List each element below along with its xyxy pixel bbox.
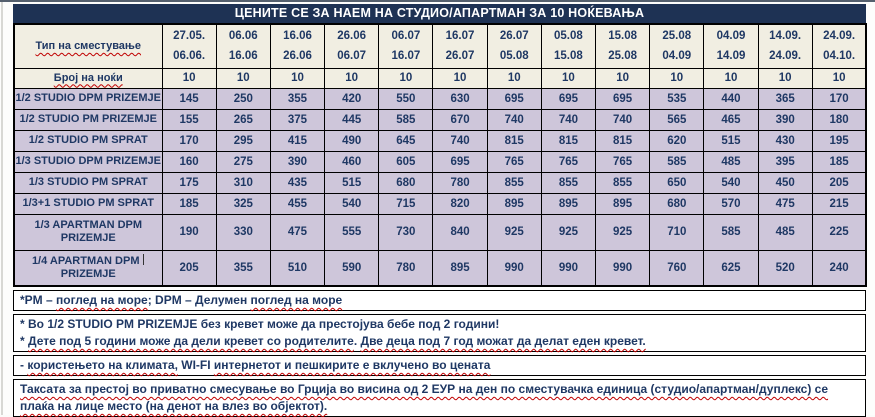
price-cell: 395 (758, 151, 812, 172)
price-cell: 925 (541, 214, 595, 250)
price-cell: 485 (704, 151, 758, 172)
note-text: * (20, 334, 29, 348)
row-label: 1/2 STUDIO PM SPRAT (14, 130, 162, 151)
period-from: 06.07 (391, 30, 421, 43)
row-label: 1/3 APARTMAN DPM PRIZEMJE (14, 214, 162, 250)
period-column-header (379, 24, 433, 68)
price-cell: 215 (812, 193, 866, 214)
note-text: интернетот и пешкирите е вклучено во цената (213, 358, 491, 372)
price-cell: 475 (270, 214, 324, 250)
price-cell: 990 (487, 250, 541, 286)
price-cell: 740 (596, 109, 650, 130)
price-cell: 190 (162, 214, 216, 250)
row-label: 1/2 STUDIO DPM PRIZEMJE (14, 88, 162, 109)
price-cell: 275 (216, 151, 270, 172)
price-cell: 695 (433, 151, 487, 172)
price-cell: 670 (433, 109, 487, 130)
table-row (14, 109, 866, 130)
table-row (14, 88, 866, 109)
price-cell: 695 (541, 88, 595, 109)
price-cell: 195 (812, 130, 866, 151)
price-cell: 565 (650, 109, 704, 130)
price-cell: 185 (162, 193, 216, 214)
row-label: 1/3+1 STUDIO PM SPRAT (14, 193, 162, 214)
period-column-header (812, 24, 866, 68)
price-cell: 450 (758, 172, 812, 193)
period-from: 27.05. (173, 30, 206, 43)
price-cell: 815 (596, 130, 650, 151)
price-cell: 295 (216, 130, 270, 151)
price-cell: 330 (216, 214, 270, 250)
note-text: Дете под 5 години може да дели кревет со родителите (28, 334, 354, 348)
nights-cell: 10 (270, 68, 324, 88)
row-label[interactable]: 1/4 APARTMAN DPM PRIZEMJE (14, 250, 162, 286)
price-cell: 420 (325, 88, 379, 109)
period-to: 16.06 (228, 50, 258, 63)
period-to: 16.07 (391, 50, 421, 63)
price-cell: 765 (541, 151, 595, 172)
period-column-header (704, 24, 758, 68)
price-cell: 925 (487, 214, 541, 250)
table-title (13, 4, 866, 23)
row-label: 1/3 STUDIO DPM PRIZEMJE (14, 151, 162, 172)
price-cell: 455 (270, 193, 324, 214)
price-cell: 390 (270, 151, 324, 172)
price-cell: 155 (162, 109, 216, 130)
price-cell: 710 (650, 214, 704, 250)
price-cell: 730 (379, 214, 433, 250)
price-cell: 585 (650, 151, 704, 172)
period-from: 26.06 (337, 30, 367, 43)
price-cell: 355 (216, 250, 270, 286)
price-cell: 990 (541, 250, 595, 286)
type-of-accommodation-header (14, 24, 162, 68)
note-text: * Во 1/2 STUDIO PM PRIZEMJE без кревет може да престојува бебе под 2 години! (20, 317, 500, 331)
price-cell: 515 (704, 130, 758, 151)
price-cell: 780 (433, 172, 487, 193)
price-cell: 540 (325, 193, 379, 214)
price-cell: 815 (541, 130, 595, 151)
price-cell: 895 (487, 193, 541, 214)
price-cell: 325 (216, 193, 270, 214)
price-cell: 170 (162, 130, 216, 151)
price-cell: 590 (325, 250, 379, 286)
price-cell: 225 (812, 214, 866, 250)
price-cell: 265 (216, 109, 270, 130)
nights-label: Број на ноќи (53, 71, 123, 84)
nights-row (14, 68, 866, 88)
note-line (20, 316, 859, 333)
table-row (14, 193, 866, 214)
price-cell: 990 (596, 250, 650, 286)
note-text: . (353, 334, 361, 348)
price-cell: 180 (812, 109, 866, 130)
price-cell: 695 (487, 88, 541, 109)
note-text: - (20, 358, 28, 372)
price-cell: 740 (487, 109, 541, 130)
nights-cell: 10 (650, 68, 704, 88)
price-cell: 375 (270, 109, 324, 130)
price-cell: 205 (812, 172, 866, 193)
price-cell: 185 (812, 151, 866, 172)
price-cell: 925 (596, 214, 650, 250)
note-box (13, 314, 866, 352)
period-from: 05.08 (554, 30, 583, 43)
price-cell: 780 (379, 250, 433, 286)
period-to: 25.08 (608, 50, 637, 63)
price-cell: 365 (758, 88, 812, 109)
price-cell: 550 (379, 88, 433, 109)
price-table (13, 23, 867, 287)
period-from: 15.08 (608, 30, 637, 43)
price-cell: 680 (379, 172, 433, 193)
nights-cell: 10 (758, 68, 812, 88)
table-row (14, 214, 866, 250)
price-cell: 510 (270, 250, 324, 286)
period-from: 26.07 (499, 30, 529, 43)
price-cell: 205 (162, 250, 216, 286)
row-label: 1/2 STUDIO PM PRIZEMJE (14, 109, 162, 130)
nights-cell: 10 (487, 68, 541, 88)
notes-section (13, 290, 866, 417)
table-row (14, 151, 866, 172)
note-line (20, 357, 859, 374)
period-column-header (162, 24, 216, 68)
price-cell: 840 (433, 214, 487, 250)
window-left-edge (1, 2, 3, 415)
nights-cell: 10 (325, 68, 379, 88)
period-from: 06.06 (228, 30, 258, 43)
nights-cell: 10 (433, 68, 487, 88)
note-line (20, 381, 859, 415)
price-cell: 175 (162, 172, 216, 193)
nights-cell: 10 (216, 68, 270, 88)
note-box (13, 355, 866, 376)
price-cell: 460 (325, 151, 379, 172)
note-line (20, 333, 859, 350)
table-title-text: ЦЕНИТЕ СЕ ЗА НАЕМ НА СТУДИО/АПАРТМАН ЗА 10 НОЌЕВАЊА (234, 6, 645, 20)
note-text: Таксата за престој во приватно смесување во Грција во висина од 2 ЕУР на ден по сместувачка единица (студио/апартман/дуплекс) се плаќа на лице место (на денот на влез во објектот). (20, 382, 829, 413)
price-cell: 485 (758, 214, 812, 250)
note-box (13, 290, 866, 311)
note-text: *PM – (20, 293, 57, 307)
period-from: 24.09. (823, 30, 856, 43)
period-column-header (216, 24, 270, 68)
period-to: 06.07 (337, 50, 367, 63)
price-cell: 630 (433, 88, 487, 109)
period-column-header (325, 24, 379, 68)
table-row (14, 130, 866, 151)
period-from: 16.07 (445, 30, 475, 43)
price-cell: 445 (325, 109, 379, 130)
note-text: WI-FI (177, 358, 214, 372)
price-cell: 895 (541, 193, 595, 214)
period-column-header (650, 24, 704, 68)
price-cell: 465 (704, 109, 758, 130)
price-cell: 440 (704, 88, 758, 109)
price-cell: 475 (758, 193, 812, 214)
price-cell: 570 (704, 193, 758, 214)
table-row (14, 250, 866, 286)
text-cursor (143, 254, 144, 265)
price-cell: 760 (650, 250, 704, 286)
price-cell: 765 (596, 151, 650, 172)
nights-cell: 10 (596, 68, 650, 88)
note-text: поглед на море (250, 293, 343, 307)
price-cell: 170 (812, 88, 866, 109)
nights-cell: 10 (541, 68, 595, 88)
price-cell: 240 (812, 250, 866, 286)
period-column-header (596, 24, 650, 68)
document-content (13, 4, 866, 417)
price-cell: 145 (162, 88, 216, 109)
price-cell: 625 (704, 250, 758, 286)
period-header-row (14, 24, 866, 68)
price-cell: 695 (596, 88, 650, 109)
period-to: 14.09 (716, 50, 746, 63)
nights-cell: 10 (812, 68, 866, 88)
period-to: 05.08 (499, 50, 529, 63)
period-from: 04.09 (716, 30, 746, 43)
price-cell: 430 (758, 130, 812, 151)
price-cell: 820 (433, 193, 487, 214)
price-cell: 390 (758, 109, 812, 130)
price-cell: 415 (270, 130, 324, 151)
note-text: ; DPM – Делумен (147, 293, 251, 307)
nights-header (14, 68, 162, 88)
period-column-header (487, 24, 541, 68)
table-row (14, 172, 866, 193)
note-text: Две деца под 7 год можат да делат еден кревет. (360, 334, 646, 348)
period-column-header (758, 24, 812, 68)
price-cell: 515 (325, 172, 379, 193)
period-to: 24.09. (769, 50, 802, 63)
price-cell: 585 (704, 214, 758, 250)
note-text: поглед на море (56, 293, 148, 307)
type-of-accommodation-label: Тип на сместување (35, 39, 142, 52)
price-cell: 855 (487, 172, 541, 193)
note-box (13, 379, 866, 417)
note-line (20, 292, 859, 309)
note-text: користењето на климата, (27, 358, 178, 372)
price-cell: 160 (162, 151, 216, 172)
period-from: 25.08 (662, 30, 692, 43)
price-cell: 250 (216, 88, 270, 109)
price-cell: 765 (487, 151, 541, 172)
window-top-edge (0, 0, 875, 2)
row-label: 1/3 STUDIO PM SPRAT (14, 172, 162, 193)
price-cell: 715 (379, 193, 433, 214)
price-cell: 895 (433, 250, 487, 286)
price-cell: 650 (650, 172, 704, 193)
price-cell: 435 (270, 172, 324, 193)
price-cell: 740 (433, 130, 487, 151)
price-cell: 620 (650, 130, 704, 151)
price-cell: 555 (325, 214, 379, 250)
nights-cell: 10 (379, 68, 433, 88)
period-to: 04.09 (662, 50, 692, 63)
period-from: 14.09. (769, 30, 802, 43)
period-column-header (541, 24, 595, 68)
price-cell: 540 (704, 172, 758, 193)
period-to: 15.08 (554, 50, 583, 63)
price-cell: 855 (596, 172, 650, 193)
price-cell: 535 (650, 88, 704, 109)
price-cell: 490 (325, 130, 379, 151)
period-to: 06.06. (173, 50, 206, 63)
period-column-header (433, 24, 487, 68)
price-cell: 680 (650, 193, 704, 214)
price-cell: 355 (270, 88, 324, 109)
period-to: 26.07 (445, 50, 475, 63)
nights-cell: 10 (162, 68, 216, 88)
period-to: 04.10. (823, 50, 856, 63)
period-column-header (270, 24, 324, 68)
period-to: 26.06 (283, 50, 312, 63)
price-cell: 740 (541, 109, 595, 130)
price-cell: 605 (379, 151, 433, 172)
period-from: 16.06 (283, 30, 312, 43)
price-cell: 585 (379, 109, 433, 130)
price-cell: 520 (758, 250, 812, 286)
price-cell: 310 (216, 172, 270, 193)
nights-cell: 10 (704, 68, 758, 88)
price-cell: 645 (379, 130, 433, 151)
price-cell: 815 (487, 130, 541, 151)
price-cell: 895 (596, 193, 650, 214)
price-cell: 855 (541, 172, 595, 193)
